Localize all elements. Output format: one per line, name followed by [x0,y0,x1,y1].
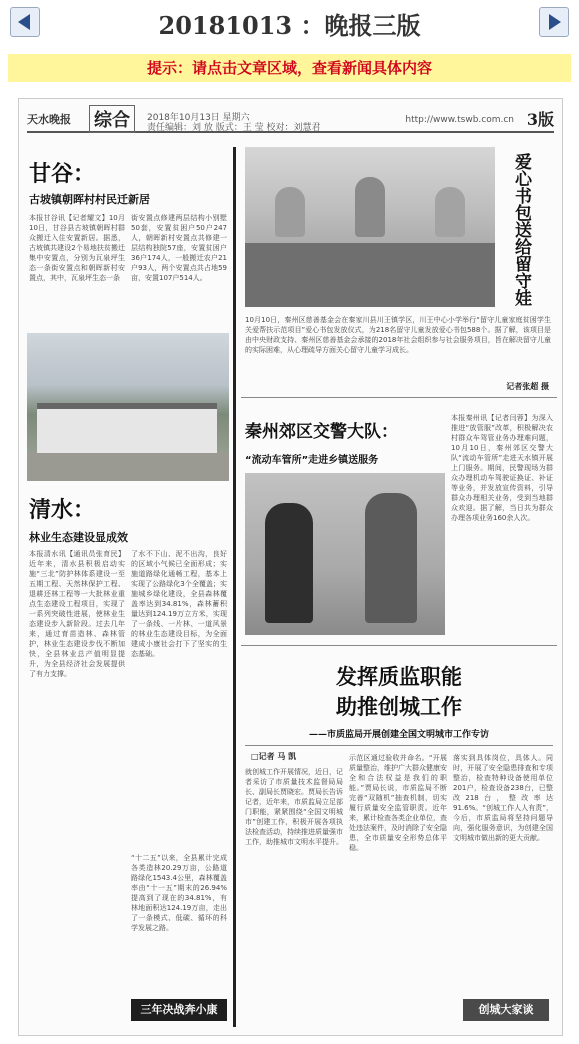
article-jiaojing[interactable] [241,401,557,643]
officer-shape [365,493,417,623]
article-gangu-subhead: 古坡镇朝晖村村民迁新居 [29,193,150,206]
article-aixin[interactable] [241,143,557,395]
arrow-right-icon [549,14,561,30]
child-shape [275,187,305,237]
masthead-date: 2018年10月13日 星期六 [147,113,250,123]
article-zhijian-body-3: 落实到具体岗位，具体人。同时，开展了安全隐患排查和专项整治，检查特种设备使用单位201户，检查设备238台，已整改218台，整改率达91.6%。“创城工作人人有责”，今后，市质监局将坚持问题导向，强化服务意识，为创建全国文明城市做出新的更大贡献。 [453,754,553,842]
section-divider [241,645,557,646]
article-aixin-credit: 记者张超 摄 [506,382,549,391]
masthead-page-number: 3版 [526,110,554,129]
article-qingshui-banner: 三年决战奔小康 [131,999,227,1021]
article-gangu[interactable] [25,143,229,339]
hint-banner: 提示：请点击文章区域，查看新闻具体内容 [8,54,571,82]
ground-shape [27,453,229,481]
article-zhijian-headline-1: 发挥质监职能 [336,664,462,689]
article-jiaojing-subhead: “流动车管所”走进乡镇送服务 [245,455,379,466]
article-zhijian-banner: 创城大家谈 [463,999,549,1021]
article-qingshui-body-3: “十二五”以来，全县累计完成各类造林20.29万亩，公路道路绿化1543.4公里，森林覆盖率由“十一五”期末的26.94%提高到了现在的34.81%，有林地面积达124.19万亩，走出了一条模式、低碳、循环的科学发展之路。 [131,854,227,932]
article-zhijian-headline-2: 助推创城工作 [336,694,462,719]
article-gangu-body-1: 本报甘谷讯【记者耀文】10月10日，甘谷县古坡镇朝晖村群众搬迁入住安置新居。据悉，古坡镇共建设2个易地扶贫搬迁集中安置点，分别为瓦泉坪生态一条街安置点和朝晖新村安置点，其中，瓦泉坪生态一条 [29,214,125,282]
top-bar [0,0,579,44]
article-qingshui-subhead: 林业生态建设显成效 [29,531,128,544]
article-gangu-headline: 甘谷： [29,161,96,187]
section-divider [241,397,557,398]
article-zhijian-body-2: 示范区通过验收并命名。“开展质量整治，维护广大群众健康安全和合法权益是我们的职能。”贾局长说，市质监局不断完善“双随机”抽查机制，切实履行质量安全监管职责。近年来，累计检查各类企业单位，查处违法案件，及时消除了安全隐患，全市质量安全形势总体平稳。 [349,754,447,852]
newspaper-page [18,98,563,1036]
article-jiaojing-photo [245,473,445,635]
subhead-rule [245,745,553,746]
article-zhijian[interactable] [241,649,557,1029]
article-zhijian-subhead: ——市质监局开展创建全国文明城市工作专访 [308,730,489,740]
article-aixin-body: 10月10日，秦州区慈善基金会在秦家川县川王镇学区，川王中心小学举行“留守儿童家庭贫困学生关爱帮扶示范项目”爱心书包发放仪式，为218名留守儿童发放爱心书包588个。据了解，该项目是由中央财政支持、秦州区慈善基金会承接的2018年社会组织参与社会服务项目，旨在解决留守儿童的实际困难，从心理疏导方面关心留守儿童学习成长。 [245,316,551,354]
child-shape [435,187,465,237]
houses-shape [37,403,217,459]
officer-shape [265,503,313,623]
page-title: 20181013 ：晚报三版 [158,11,421,40]
article-gangu-body-2: 街安置点修建两层结构小别墅50套，安置贫困户50户247人，朝晖新村安置点共修建一层结构独院57座，安置贫困户36户174人，一般搬迁农户21户93人，两个安置点共占地59亩，安置107户514人。 [131,214,227,282]
column-divider [233,147,236,1027]
article-aixin-photo [245,147,495,307]
article-zhijian-byline: □记者 马 凯 [251,752,297,761]
article-zhijian-body-1: 就创城工作开展情况，近日，记者采访了市质量技术监督局局长、副局长贾晓宏。贾局长告诉记者，近年来，市质监局立足部门职能，紧紧围绕“全国文明城市”创建工作，积极开展各项执法检查活动，持续推进质量强市工作，助推城市文明水平提升。 [245,768,343,846]
masthead-editor: 责任编辑：刘 放 版式：王 莹 校对：刘慧君 [147,123,321,133]
article-qingshui-body-2: 了水不下山、泥不出沟，良好的区域小气候已全面形成；实施道路绿化通畅工程，基本上实现了公路绿化3个全覆盖；实施城乡绿化建设，全县森林覆盖率达到34.81%，森林蓄积量达到124.19万立方米，实现了一条线、一片林、一道风景的林业生态建设目标，为全面建成小康社会打下了坚实的生态基础。 [131,550,227,658]
article-qingshui-body-1: 本报清水讯【通讯员张育民】近年来，清水县积极启动实施“三北”防护林体系建设一至五期工程、天然林保护工程、退耕还林工程等一大批林业重点生态建设工程项目，实现了一系列突破性进展，使林业生态建设步入新阶段。过去几年来，通过育苗造林、森林管护，林业生态建设步伐不断加快，全县林业总产值明显提升，为全县经济社会发展提供了有力支撑。 [29,550,125,678]
next-page-button[interactable] [539,7,569,37]
article-jiaojing-body: 本报秦州讯【记者闫蓉】为深入推进“放管服”改革，积极解决农村群众车驾管业务办理难问题，10月10日，秦州郊区交警大队“流动车管所”走进天水镇开展上门服务。期间，民警现场为群众办理机动车驾驶证换证、补证等业务，并发放宣传资料，引导群众办理相关业务，受到当地群众欢迎。据了解，当日共为群众办理各项业务160余人次。 [451,414,553,522]
article-aixin-headline: 爱心书包送给留守娃 [511,153,531,306]
desk-shape [245,243,495,307]
masthead-site: http://www.tswb.com.cn [405,115,514,125]
article-qingshui-headline: 清水： [29,497,96,523]
arrow-left-icon [18,14,30,30]
prev-page-button[interactable] [10,7,40,37]
article-jiaojing-headline: 秦州郊区交警大队： [245,422,398,442]
masthead-section: 综合 [89,105,135,133]
masthead [27,105,554,133]
article-gangu-photo[interactable] [27,333,229,481]
child-shape [355,177,385,237]
article-qingshui[interactable] [25,483,229,1029]
masthead-brand: 天水晚报 [27,113,71,126]
